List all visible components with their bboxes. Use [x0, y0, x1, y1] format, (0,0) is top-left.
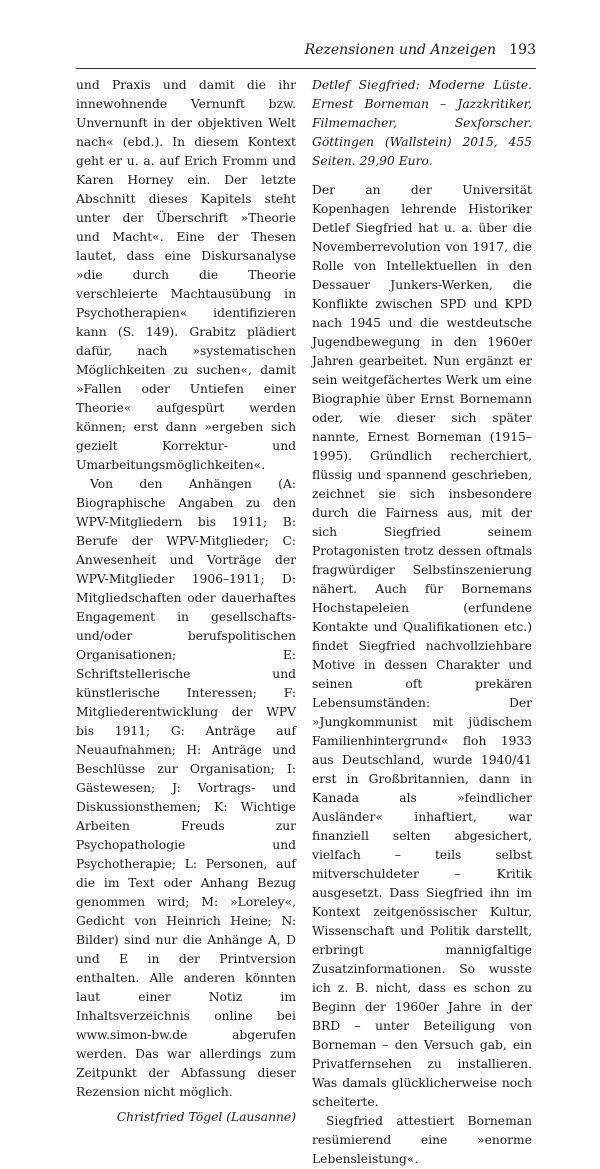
left-column — [76, 76, 296, 1127]
running-header — [76, 40, 536, 62]
bibliographic-entry: Detlef Siegfried: Moderne Lüste. Ernest Borneman – Jazzkritiker, Filmemacher, Sexforscher. Göttingen (Wallstein) 2015, 455 Seiten. 29,90 Euro. — [312, 78, 532, 168]
reviewer-signature: Christfried Tögel (Lausanne) — [116, 1110, 296, 1124]
section-title: Rezensionen und Anzeigen — [304, 42, 496, 58]
header-rule — [76, 68, 536, 69]
page-number: 193 — [509, 42, 536, 58]
paragraph: Der an der Universität Kopenhagen lehrende Historiker Detlef Siegfried hat u. a. über die Novemberrevolution von 1917, die Rolle von Intellektuellen in den Dessauer Junkers-Werken, die Konflikte zwischen SPD und KPD nach 1945 und die westdeutsche Jugendbewegung in den 1960er Jahren gearbeitet. Nun ergänzt er sein weitgefächertes Werk um eine Biographie über Ernst Bornemann oder, wie dieser sich später nannte, Ernest Borneman (1915–1995). Gründlich recherchiert, flüssig und spannend geschrieben, zeichnet sie sich insbesondere durch die Fairness aus, mit der sich Siegfried seinem Protagonisten trotz dessen oftmals fragwürdiger Selbstinszenierung nähert. Auch für Bornemans Hochstapeleien (erfundene Kontakte und Qualifikationen etc.) findet Siegfried nachvollziehbare Motive in dessen Charakter und seinen oft prekären Lebensumständen: Der »Jungkommunist mit jüdischem Familienhintergrund« floh 1933 aus Deutschland, wurde 1940/41 erst in Großbritannien, dann in Kanada als »feindlicher Ausländer« inhaftiert, war finanziell selten abgesichert, vielfach – teils selbst mitverschuldeter – Kritik ausgesetzt. Dass Siegfried ihn im Kontext zeitgenössischer Kultur, Wissenschaft und Politik darstellt, erbringt mannigfaltige Zusatzinformationen. So wusste ich z. B. nicht, dass es schon zu Beginn der 1960er Jahre in der BRD – unter Beteiligung von Borneman – den Versuch gab, ein Privatfernsehen zu installieren. Was damals glücklicherweise noch scheiterte. — [312, 183, 532, 1109]
paragraph: Von den Anhängen (A: Biographische Angaben zu den WPV-Mitgliedern bis 1911; B: Berufe der WPV-Mitglieder; C: Anwesenheit und Vorträge der WPV-Mitglieder 1906–1911; D: Mitgliedschaften oder dauerhaftes Engagement in gesellschafts- und/oder berufspolitischen Organisationen; E: Schriftstellerische und künstlerische Interessen; F: Mitgliederentwicklung der WPV bis 1911; G: Anträge auf Neuaufnahmen; H: Anträge und Beschlüsse zur Organisation; I: Gästewesen; J: Vortrags- und Diskussionsthemen; K: Wichtige Arbeiten Freuds zur Psychopathologie und Psychotherapie; L: Personen, auf die im Text oder Anhang Bezug genommen wird; M: »Loreley«, Gedicht von Heinrich Heine; N: Bilder) sind nur die Anhänge A, D und E in der Printversion enthalten. Alle anderen könnten laut einer Notiz im Inhaltsverzeichnis online bei www.simon-bw.de abgerufen werden. Das war allerdings zum Zeitpunkt der Abfassung dieser Rezension nicht möglich. — [76, 477, 296, 1099]
paragraph: Siegfried attestiert Borneman resümierend eine »enorme Lebensleistung«. — [312, 1114, 532, 1166]
paragraph: und Praxis und damit die ihr innewohnende Vernunft bzw. Unvernunft in der objektiven Welt nach« (ebd.). In diesem Kontext geht er u. a. auf Erich Fromm und Karen Horney ein. Der letzte Abschnitt dieses Kapitels steht unter der Überschrift »Theorie und Macht«. Eine der Thesen lautet, dass eine Diskursanalyse »die durch die Theorie verschleierte Machtausübung in Psychotherapien« identifizieren kann (S. 149). Grabitz plädiert dafür, nach »systematischen Möglichkeiten zu suchen«, damit »Fallen oder Untiefen einer Theorie« aufgespürt werden können; erst dann »ergeben sich gezielt Korrektur- und Umarbeitungsmöglichkeiten«. — [76, 78, 296, 472]
right-column — [312, 76, 532, 1169]
spacer — [312, 171, 532, 181]
